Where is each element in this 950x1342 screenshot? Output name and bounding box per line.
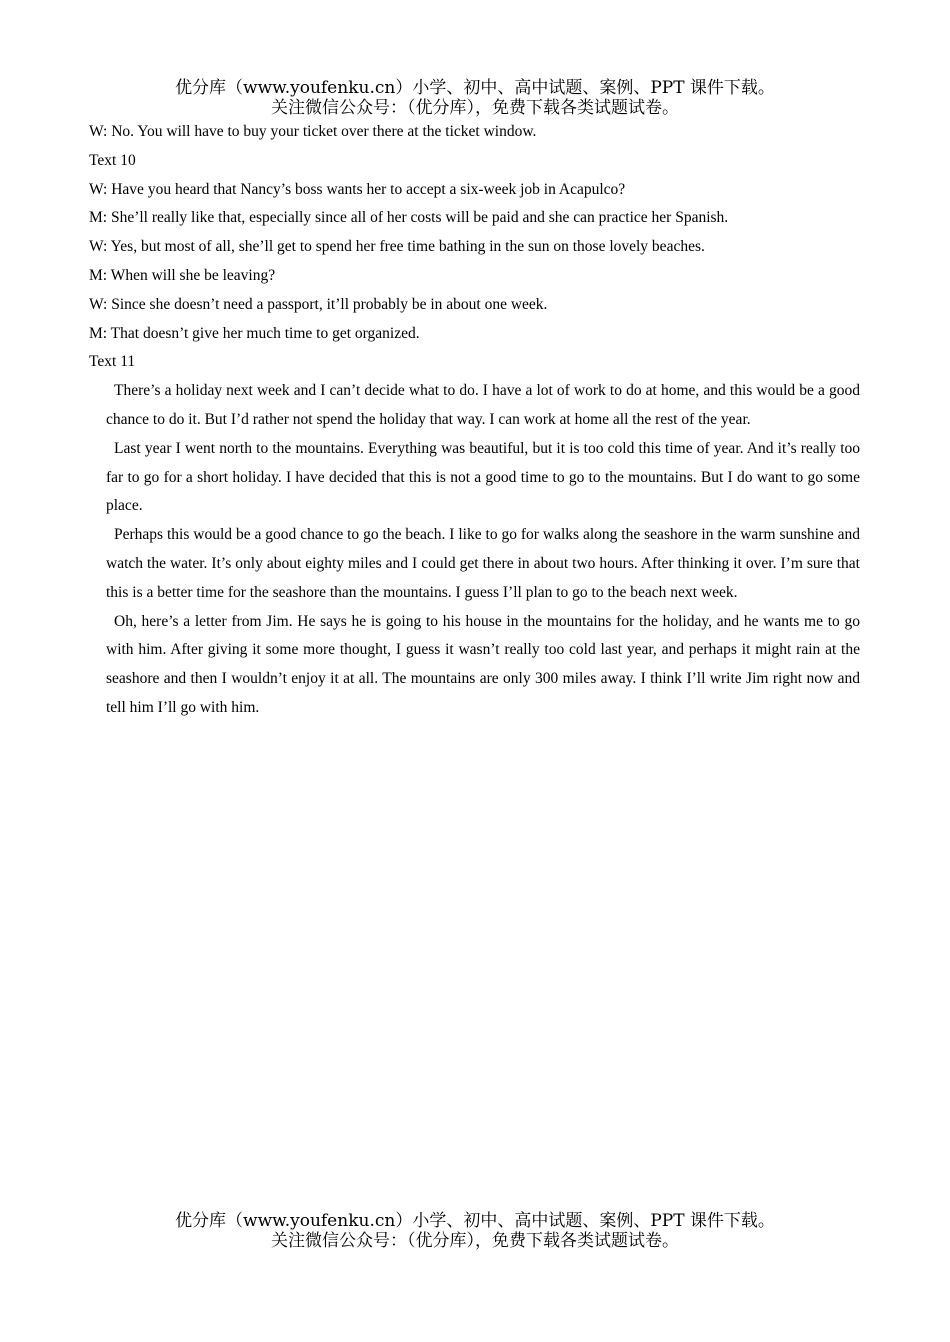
- dialogue-line: M: That doesn’t give her much time to get organized.: [89, 324, 420, 342]
- page-header: [0, 78, 950, 118]
- header-line-site: 优分库（www.youfenku.cn）小学、初中、高中试题、案例、PPT 课件下载。: [175, 78, 775, 98]
- dialogue-line: W: No. You will have to buy your ticket over there at the ticket window.: [89, 123, 537, 140]
- dialogue-line: M: When will she be leaving?: [89, 266, 276, 284]
- dialogue-line: W: Since she doesn’t need a passport, it’ll probably be in about one week.: [89, 295, 548, 313]
- section-heading-text-11: Text 11: [89, 353, 136, 371]
- document-body: [89, 118, 860, 723]
- dialogue-line: W: Yes, but most of all, she’ll get to spend her free time bathing in the sun on those lovely beaches.: [89, 238, 705, 256]
- passage-paragraph: Last year I went north to the mountains. Everything was beautiful, but it is too cold this time of year. And it’s really too far to go for a short holiday. I have decided that this is not a good time to go to the mountains. But I do want to go some place.: [106, 439, 860, 515]
- header-line-wechat: 关注微信公众号：（优分库），免费下载各类试题试卷。: [271, 98, 679, 118]
- passage-paragraph: Perhaps this would be a good chance to go the beach. I like to go for walks along the seashore in the warm sunshine and watch the water. It’s only about eighty miles and I could get there in about two hours. After thinking it over. I’m sure that this is a better time for the seashore than the mountains. I guess I’ll plan to go to the beach next week.: [106, 526, 860, 601]
- passage-paragraph: There’s a holiday next week and I can’t decide what to do. I have a lot of work to do at home, and this would be a good chance to do it. But I’d rather not spend the holiday that way. I can work at home all the rest of the year.: [106, 382, 860, 428]
- section-heading-text-10: Text 10: [89, 151, 136, 169]
- passage-paragraph: Oh, here’s a letter from Jim. He says he is going to his house in the mountains for the holiday, and he wants me to go with him. After giving it some more thought, I guess it wasn’t really too cold last year, and perhaps it might rain at the seashore and then I wouldn’t enjoy it at all. The mountains are only 300 miles away. I think I’ll write Jim right now and tell him I’ll go with him.: [106, 612, 860, 716]
- page-footer: [0, 1211, 950, 1251]
- dialogue-line: M: She’ll really like that, especially since all of her costs will be paid and she can practice her Spanish.: [89, 209, 729, 227]
- footer-line-wechat: 关注微信公众号：（优分库），免费下载各类试题试卷。: [271, 1231, 679, 1251]
- footer-line-site: 优分库（www.youfenku.cn）小学、初中、高中试题、案例、PPT 课件下载。: [175, 1211, 775, 1231]
- dialogue-line: W: Have you heard that Nancy’s boss wants her to accept a six-week job in Acapulco?: [89, 180, 626, 198]
